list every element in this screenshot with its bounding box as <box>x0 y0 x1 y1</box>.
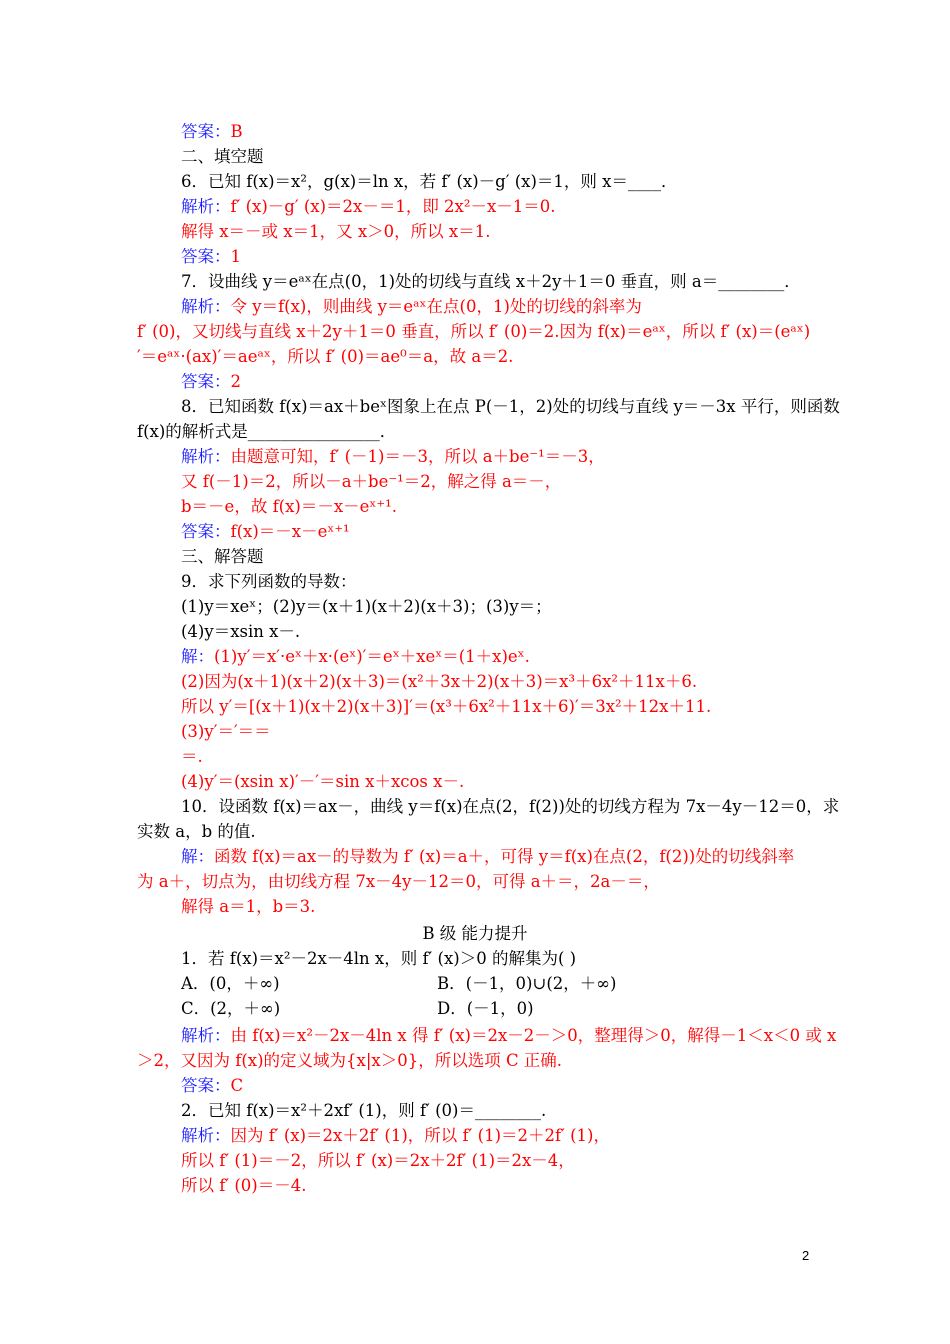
text-run: 6．已知 f(x)＝x²，g(x)＝ln x，若 f′ (x)－g′ (x)＝1，则 x＝____． <box>181 172 678 191</box>
text-run: C．(2，＋∞) <box>181 999 281 1018</box>
text-run: B．(－1，0)∪(2，＋∞) <box>437 974 617 993</box>
text-run: 实数 a，b 的值. <box>137 822 256 841</box>
line-l42 <box>181 1150 575 1172</box>
text-run: 令 y＝f(x)，则曲线 y＝eᵃˣ在点(0，1)处的切线的斜率为 <box>230 297 642 316</box>
text-run: f(x)＝－x－eˣ⁺¹ <box>230 522 350 541</box>
line-l21 <box>181 621 300 643</box>
text-run: f(x)的解析式是________________． <box>137 422 397 441</box>
page-number: 2 <box>802 1248 810 1263</box>
line-l40 <box>181 1100 546 1122</box>
line-l25 <box>181 721 271 743</box>
text-run: b＝－e，故 f(x)＝－x－eˣ⁺¹. <box>181 497 397 516</box>
text-run: 三、解答题 <box>181 547 264 566</box>
line-l10 <box>137 346 513 368</box>
line-l17 <box>181 521 350 543</box>
text-run: 解得 x＝－或 x＝1，又 x＞0，所以 x＝1. <box>181 222 491 241</box>
text-run: A．(0，＋∞) <box>181 974 280 993</box>
line-l23 <box>181 671 697 693</box>
answer-label: 解： <box>181 847 214 866</box>
text-run: 所以 y′＝[(x＋1)(x＋2)(x＋3)]′＝(x³＋6x²＋11x＋6)′＝3x²＋12x＋11. <box>181 697 712 716</box>
text-run: 1 <box>230 247 241 266</box>
line-l39 <box>181 1075 243 1097</box>
line-l15 <box>181 471 561 493</box>
answer-label: 答案： <box>181 247 231 266</box>
line-l34 <box>181 948 576 970</box>
line-l16 <box>181 496 397 518</box>
text-run: 由题意可知，f′ (－1)＝－3，所以 a＋be⁻¹＝－3， <box>230 447 605 466</box>
line-l11 <box>181 371 241 393</box>
line-l02 <box>181 146 264 168</box>
text-run: 10．设函数 f(x)＝ax－，曲线 y＝f(x)在点(2，f(2))处的切线方程为 7x－4y－12＝0，求 <box>181 797 840 816</box>
answer-label: 解析： <box>181 197 231 216</box>
line-l12 <box>181 396 840 418</box>
text-run: 二、填空题 <box>181 147 264 166</box>
option-b <box>437 973 616 995</box>
answer-label: 解析： <box>181 1126 231 1145</box>
line-l30 <box>181 846 794 868</box>
text-run: f′ (x)－g′ (x)＝2x－＝1，即 2x²－x－1＝0. <box>230 197 556 216</box>
text-run: B 级 能力提升 <box>422 924 528 943</box>
line-l20 <box>181 596 552 618</box>
line-l14 <box>181 446 605 468</box>
line-l13 <box>137 421 396 443</box>
answer-label: 答案： <box>181 1076 231 1095</box>
text-run: 7．设曲线 y＝eᵃˣ在点(0，1)处的切线与直线 x＋2y＋1＝0 垂直，则 a＝________． <box>181 272 801 291</box>
option-a <box>181 973 280 995</box>
answer-label: 解析： <box>181 1026 231 1045</box>
section-heading-b <box>0 923 950 945</box>
answer-label: 答案： <box>181 522 231 541</box>
text-run: 又 f(－1)＝2，所以－a＋be⁻¹＝2，解之得 a＝－， <box>181 472 562 491</box>
text-run: ＝. <box>181 747 203 766</box>
text-run: 因为 f′ (x)＝2x＋2f′ (1)，所以 f′ (1)＝2＋2f′ (1)， <box>230 1126 610 1145</box>
line-l24 <box>181 696 711 718</box>
line-l31 <box>137 871 660 893</box>
text-run: B <box>230 122 243 141</box>
text-run: 2 <box>230 372 241 391</box>
text-run: C <box>230 1076 244 1095</box>
answer-label: 答案： <box>181 372 231 391</box>
line-l28 <box>181 796 839 818</box>
text-run: 为 a＋，切点为，由切线方程 7x－4y－12＝0，可得 a＋＝，2a－＝， <box>137 872 660 891</box>
line-l32 <box>181 896 315 918</box>
line-l03 <box>181 171 677 193</box>
answer-label: 解析： <box>181 297 231 316</box>
line-l27 <box>181 771 464 793</box>
text-run: f′ (0)，又切线与直线 x＋2y＋1＝0 垂直，所以 f′ (0)＝2.因为 f(x)＝eᵃˣ，所以 f′ (x)＝(eᵃˣ) <box>137 322 811 341</box>
text-run: (4)y＝xsin x－. <box>181 622 301 641</box>
text-run: 函数 f(x)＝ax－的导数为 f′ (x)＝a＋，可得 y＝f(x)在点(2，f(2))处的切线斜率 <box>214 847 795 866</box>
line-l01 <box>181 121 243 143</box>
line-l06 <box>181 246 241 268</box>
answer-label: 解： <box>181 647 214 666</box>
line-l18 <box>181 546 264 568</box>
line-l43 <box>181 1175 306 1197</box>
text-run: D．(－1，0) <box>437 999 534 1018</box>
answer-label: 解析： <box>181 447 231 466</box>
text-run: 解得 a＝1，b＝3. <box>181 897 316 916</box>
line-l09 <box>137 321 810 343</box>
line-l37 <box>181 1025 836 1047</box>
text-run: (1)y＝xeˣ；(2)y＝(x＋1)(x＋2)(x＋3)；(3)y＝； <box>181 597 552 616</box>
text-run: 8．已知函数 f(x)＝ax＋beˣ图象上在点 P(－1，2)处的切线与直线 y＝－3x 平行，则函数 <box>181 397 840 416</box>
text-run: ′＝eᵃˣ·(ax)′＝aeᵃˣ，所以 f′ (0)＝ae⁰＝a，故 a＝2. <box>137 347 514 366</box>
line-l38 <box>137 1050 562 1072</box>
text-run: (2)因为(x＋1)(x＋2)(x＋3)＝(x²＋3x＋2)(x＋3)＝x³＋6x²＋11x＋6. <box>181 672 698 691</box>
line-l22 <box>181 646 530 668</box>
answer-label: 答案： <box>181 122 231 141</box>
line-l29 <box>137 821 256 843</box>
text-run: ＞2，又因为 f(x)的定义域为{x|x＞0}，所以选项 C 正确. <box>137 1051 563 1070</box>
text-run: (4)y′＝(xsin x)′－′＝sin x＋xcos x－. <box>181 772 465 791</box>
text-run: (3)y′＝′＝＝ <box>181 722 271 741</box>
text-run: (1)y′＝x′·eˣ＋x·(eˣ)′＝eˣ＋xeˣ＝(1＋x)eˣ. <box>214 647 530 666</box>
text-run: 9．求下列函数的导数： <box>181 572 357 591</box>
text-run: 1．若 f(x)＝x²－2x－4ln x，则 f′ (x)＞0 的解集为( ) <box>181 949 577 968</box>
line-l41 <box>181 1125 610 1147</box>
text-run: 所以 f′ (0)＝－4. <box>181 1176 307 1195</box>
line-l07 <box>181 271 801 293</box>
text-run: 由 f(x)＝x²－2x－4ln x 得 f′ (x)＝2x－2－＞0，整理得＞0，解得－1＜x＜0 或 x <box>230 1026 837 1045</box>
line-l04 <box>181 196 556 218</box>
line-l26 <box>181 746 203 768</box>
line-l19 <box>181 571 357 593</box>
text-run: 2．已知 f(x)＝x²＋2xf′ (1)，则 f′ (0)＝________. <box>181 1101 547 1120</box>
option-d <box>437 998 534 1020</box>
option-c <box>181 998 280 1020</box>
line-l05 <box>181 221 490 243</box>
text-run: 所以 f′ (1)＝－2，所以 f′ (x)＝2x＋2f′ (1)＝2x－4， <box>181 1151 575 1170</box>
line-l08 <box>181 296 642 318</box>
